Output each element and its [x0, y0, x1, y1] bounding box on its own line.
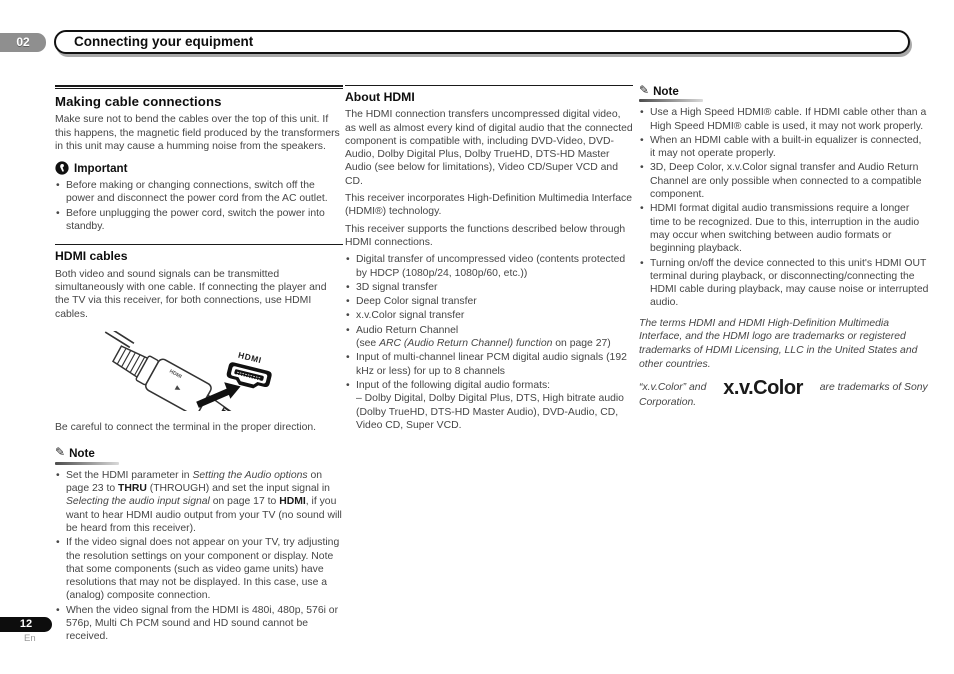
text-segment: cable. If HDMI cable other than a High Speed HDMI [650, 107, 927, 132]
bullet-item: • x.v.Color signal transfer [345, 309, 633, 322]
bullet-item: • When the video signal from the HDMI is 480i, 480p, 576i or 576p, Multi Ch PCM sound and HD sound cannot be received. [55, 604, 343, 644]
subsection-rule [345, 85, 633, 86]
xvcolor-logo: x.v.Color [723, 377, 803, 400]
important-bullet-list [55, 179, 343, 233]
plug-print-label: HDMI [168, 368, 183, 380]
note-header [639, 85, 703, 102]
bullet-item: • Digital transfer of uncompressed video (contents protected by HDCP (1080p/24, 1080p/60, etc.)) [345, 253, 633, 280]
note-pen-icon: ✎ [639, 83, 650, 97]
text-segment: Setting the Audio options [192, 469, 308, 481]
hdmi-functions-bullet-list [345, 253, 633, 432]
note-underline [55, 462, 119, 465]
xvcolor-suffix: are trademarks of Sony Corporation. [639, 382, 928, 408]
important-label: Important [74, 161, 128, 175]
text-segment: THRU [118, 483, 147, 495]
text-segment: on page 27) [552, 338, 611, 350]
note-label: Note [653, 85, 679, 98]
bullet-item [639, 106, 929, 133]
paragraph [345, 192, 633, 219]
text-segment: Selecting the audio input signal [66, 496, 210, 508]
page-title: Connecting your equipment [74, 34, 254, 49]
chapter-number-badge: 02 [0, 33, 46, 52]
note-bullet-list [639, 106, 929, 309]
paragraph: Make sure not to bend the cables over the top of this unit. If this happens, the magnetic field produced by the transformers in this unit may cause a humming noise from the speakers. [55, 114, 340, 152]
text-segment: ® [375, 206, 383, 218]
hdmi-trademark-text: The terms HDMI and HDMI High-Definition Multimedia Interface, and the HDMI logo are trademarks or registered trademarks of HDMI Licensing, LLC in the United States and other countries. [639, 317, 918, 370]
hdmi-cable-figure [99, 331, 294, 411]
subsection-heading-about-hdmi: About HDMI [345, 90, 415, 104]
text-segment: cable is used, it may not work properly. [741, 120, 924, 132]
bullet-item: • 3D signal transfer [345, 281, 633, 294]
page-number-badge: 12 [0, 617, 52, 632]
page-header [54, 30, 910, 54]
page-language: En [24, 633, 36, 644]
note-pen-icon: ✎ [55, 445, 66, 460]
xvcolor-trademark-line [639, 377, 929, 409]
bullet-item: • When an HDMI cable with a built-in equalizer is connected, it may not operate properly. [639, 134, 929, 161]
bullet-item: • If the video signal does not appear on your TV, try adjusting the resolution settings on your component or display. Note that some components (such as video game units) have resolutions that may not be displayed. In this case, use a (analog) composite connection. [55, 536, 343, 602]
section-rule [55, 85, 343, 89]
note-bullet-list [55, 469, 343, 644]
bullet-item [345, 379, 633, 432]
text-segment: – Dolby Digital, Dolby Digital Plus, DTS, High bitrate audio (Dolby TrueHD, DTS-HD Master Audio), DVD-Audio, CD, Video CD, Super VCD. [356, 393, 624, 431]
bullet-item: • Input of multi-channel linear PCM digital audio signals (192 kHz or less) for up to 8 channels [345, 351, 633, 378]
cable-lines [105, 331, 134, 347]
note-header [55, 447, 119, 464]
text-segment: ) technology. [382, 206, 442, 218]
subsection-heading-hdmi-cables: HDMI cables [55, 249, 128, 264]
xvcolor-prefix: “x.v.Color” and [639, 382, 707, 394]
bullet-item: • HDMI format digital audio transmissions require a longer time to be recognized. Due to this, interruption in the audio may occur when switching between audio formats or beginning playback. [639, 202, 929, 255]
text-segment: , if you want to hear HDMI audio output from your TV (no sound will be heard from this receiver). [66, 496, 342, 534]
bullet-item: • Deep Color signal transfer [345, 295, 633, 308]
text-segment: (THROUGH) and set the input signal in [146, 483, 330, 495]
text-segment: on page 17 to [209, 496, 280, 508]
section-heading-making-cable-connections: Making cable connections [55, 94, 222, 109]
bullet-item: • Turning on/off the device connected to this unit's HDMI OUT terminal during playback, or disconnecting/connecting the HDMI cable during playback, may cause noise or interrupted audio. [639, 257, 929, 310]
paragraph: Both video and sound signals can be transmitted simultaneously with one cable. If connecting the player and the TV via this receiver, for both connections, use HDMI cables. [55, 268, 327, 320]
text-segment: Audio Return Channel [356, 324, 459, 336]
text-segment: Input of the following digital audio formats: [356, 379, 551, 391]
figure-caption: Be careful to connect the terminal in the proper direction. [55, 422, 317, 434]
paragraph: This receiver supports the functions described below through HDMI connections. [345, 223, 626, 248]
text-segment: ® [763, 107, 772, 119]
text-segment: ARC (Audio Return Channel) function [379, 338, 553, 350]
bullet-item: • Before unplugging the power cord, switch the power into standby. [55, 207, 343, 234]
port-label: HDMI [237, 349, 263, 366]
important-icon [55, 161, 69, 175]
text-segment: This receiver incorporates High-Definition Multimedia Interface (HDMI [345, 193, 633, 218]
bullet-item [55, 469, 343, 535]
text-segment: Use a High Speed HDMI [650, 107, 764, 119]
bullet-item [345, 324, 633, 351]
hdmi-plug [109, 338, 237, 411]
note-label: Note [69, 447, 95, 461]
text-segment: Set the HDMI parameter in [66, 469, 193, 481]
text-segment: HDMI [279, 496, 306, 508]
note-underline [639, 99, 703, 102]
text-segment: (see [356, 338, 380, 350]
text-segment: on page 23 to [66, 469, 323, 495]
subsection-rule [55, 244, 343, 245]
important-header [55, 161, 343, 175]
paragraph: The HDMI connection transfers uncompressed digital video, as well as almost every kind of digital audio that the connected component is compatible with, including DVD-Video, DVD-Audio, Dolby Digital Plus, Dolby TrueHD, DTS-HD Master Audio (see below for limitations), Video CD/Super VCD and CD. [345, 109, 633, 187]
text-segment: ® [733, 120, 742, 132]
column-right [639, 85, 929, 409]
column-middle [345, 85, 633, 434]
bullet-item: • 3D, Deep Color, x.v.Color signal transfer and Audio Return Channel are only possible when connected to a compatible component. [639, 161, 929, 201]
bullet-item: • Before making or changing connections, switch off the power and disconnect the power cord from the AC outlet. [55, 179, 343, 206]
column-left [55, 85, 343, 646]
